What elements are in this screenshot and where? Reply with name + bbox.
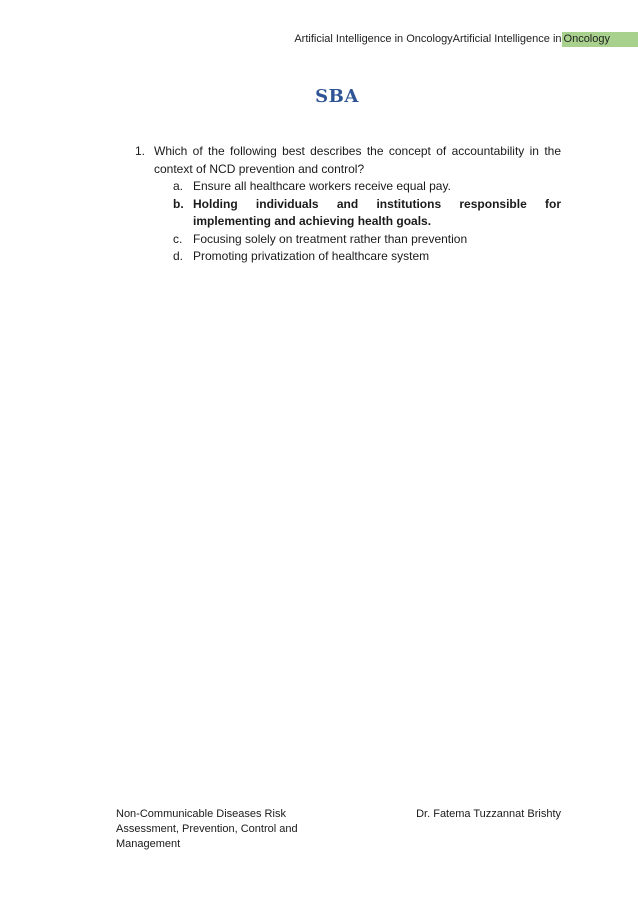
- option-text: Ensure all healthcare workers receive equal pay.: [193, 179, 451, 193]
- page-title: SBA: [315, 86, 359, 107]
- option-text: Holding individuals and institutions responsible for implementing and achieving health goals.: [193, 196, 561, 228]
- footer-author: Dr. Fatema Tuzzannat Brishty: [416, 808, 561, 820]
- option-b-correct: [173, 196, 561, 231]
- option-text: Focusing solely on treatment rather than prevention: [193, 231, 468, 246]
- option-d: [173, 248, 561, 266]
- footer-course-title: Non-Communicable Diseases Risk Assessment, Prevention, Control and Management: [116, 808, 298, 850]
- option-a: [173, 178, 561, 196]
- option-letter: a.: [173, 179, 184, 193]
- header-highlighted-text: Oncology: [562, 32, 638, 47]
- option-letter: b.: [173, 196, 184, 211]
- question: [135, 143, 561, 178]
- option-letter: c.: [173, 231, 183, 246]
- option-letter: d.: [173, 249, 184, 263]
- page-header: [294, 31, 638, 47]
- options-list: [173, 178, 561, 266]
- header-text: Artificial Intelligence in OncologyArtificial Intelligence in: [294, 32, 562, 45]
- option-c: [173, 231, 561, 249]
- question-number: 1.: [135, 144, 146, 158]
- question-text: Which of the following best describes the concept of accountability in the context of NCD prevention and control?: [154, 144, 561, 176]
- option-text: Promoting privatization of healthcare system: [193, 249, 430, 263]
- question-block: [135, 143, 561, 266]
